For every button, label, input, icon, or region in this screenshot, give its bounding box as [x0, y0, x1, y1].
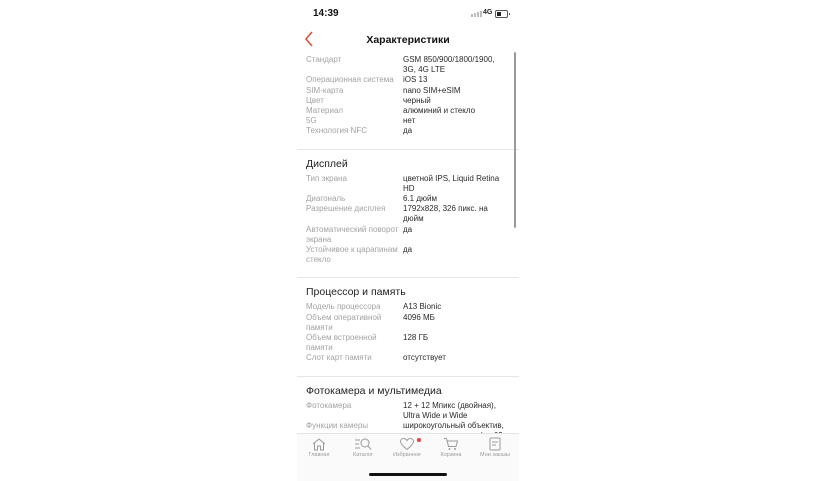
tab-label: Корзина — [440, 452, 462, 458]
spec-value: iOS 13 — [403, 75, 428, 85]
spec-label: Автоматический поворот экрана — [306, 224, 399, 244]
spec-row — [306, 96, 510, 106]
status-time: 14:39 — [313, 8, 339, 19]
cart-icon — [443, 437, 459, 451]
tab-orders[interactable] — [473, 437, 517, 458]
spec-value: нет — [403, 116, 416, 126]
spec-label: Слот карт памяти — [306, 353, 372, 363]
spec-row — [306, 353, 510, 363]
spec-row — [306, 75, 510, 85]
spec-row — [306, 401, 510, 421]
spec-row — [306, 333, 510, 353]
spec-section-camera — [297, 376, 519, 442]
spec-value: отсутствует — [403, 353, 446, 363]
tab-catalog[interactable] — [341, 437, 385, 458]
section-title: Фотокамера и мультимедиа — [306, 384, 442, 397]
tab-cart[interactable] — [429, 437, 473, 458]
battery-icon — [495, 10, 508, 18]
spec-value: nano SIM+eSIM — [403, 85, 461, 95]
spec-label: 5G — [306, 116, 317, 126]
spec-label: SIM-карта — [306, 85, 344, 95]
spec-row — [306, 106, 510, 116]
spec-row — [306, 204, 510, 224]
section-title: Процессор и память — [306, 286, 406, 299]
spec-label: Фотокамера — [306, 400, 352, 410]
spec-value: 1792x828, 326 пикс. на дюйм — [403, 204, 488, 224]
home-icon — [311, 437, 327, 451]
status-bar — [297, 0, 519, 28]
spec-row — [306, 86, 510, 96]
section-title: Дисплей — [306, 157, 348, 170]
spec-section-processor — [297, 277, 519, 375]
spec-value: 128 ГБ — [403, 333, 429, 343]
spec-label: Объем оперативной памяти — [306, 312, 382, 332]
spec-section — [297, 55, 519, 149]
spec-label: Технология NFC — [306, 126, 367, 136]
spec-value: 4096 МБ — [403, 312, 435, 322]
spec-label: Устойчивое к царапинам стекло — [306, 245, 398, 265]
orders-icon — [487, 437, 503, 451]
spec-row — [306, 313, 510, 333]
spec-value: цветной IPS, Liquid Retina HD — [403, 173, 500, 193]
catalog-search-icon — [354, 437, 372, 451]
heart-icon — [399, 437, 415, 451]
spec-value: да — [403, 245, 413, 255]
tab-label: Мои заказы — [480, 452, 510, 458]
spec-value: 6.1 дюйм — [403, 194, 437, 204]
spec-label: Объем встроенной памяти — [306, 333, 377, 353]
signal-icon — [471, 11, 482, 17]
spec-value: алюминий и стекло — [403, 106, 476, 116]
spec-value: да — [403, 224, 413, 234]
spec-label: Функции камеры — [306, 421, 369, 431]
scrollbar[interactable] — [514, 52, 516, 228]
spec-row — [306, 116, 510, 126]
spec-value: A13 Bionic — [403, 302, 442, 312]
spec-value: черный — [403, 95, 431, 105]
spec-row — [306, 225, 510, 245]
tab-label: Главная — [308, 452, 330, 458]
spec-label: Операционная система — [306, 75, 394, 85]
spec-row — [306, 174, 510, 194]
spec-section-display — [297, 149, 519, 278]
spec-value: широкоугольный объектив, — [403, 421, 504, 431]
page-title: Характеристики — [366, 34, 450, 46]
phone-screen — [297, 0, 519, 480]
spec-label: Материал — [306, 106, 344, 116]
spec-row — [306, 194, 510, 204]
specs-list[interactable] — [297, 55, 519, 433]
spec-value: GSM 850/900/1800/1900, 3G, 4G LTE — [403, 55, 495, 75]
spec-value: 12 + 12 Мпикс (двойная), Ultra Wide и Wide — [403, 400, 496, 420]
notification-badge — [417, 438, 421, 442]
spec-value: да — [403, 126, 413, 136]
tab-home[interactable] — [297, 437, 341, 458]
spec-row — [306, 245, 510, 265]
tab-label: Избранное — [393, 452, 421, 458]
network-type: 4G — [483, 9, 493, 16]
spec-row — [306, 126, 510, 136]
spec-label: Диагональ — [306, 194, 346, 204]
spec-label: Тип экрана — [306, 173, 347, 183]
spec-label: Стандарт — [306, 55, 342, 64]
nav-bar — [297, 28, 519, 54]
home-indicator — [369, 473, 447, 476]
spec-row — [306, 302, 510, 312]
tab-favorites[interactable] — [385, 437, 429, 458]
spec-row — [306, 55, 510, 75]
spec-label: Цвет — [306, 95, 324, 105]
spec-label: Модель процессора — [306, 302, 381, 312]
tab-label: Каталог — [353, 452, 373, 458]
spec-label: Разрешение дисплея — [306, 204, 386, 214]
